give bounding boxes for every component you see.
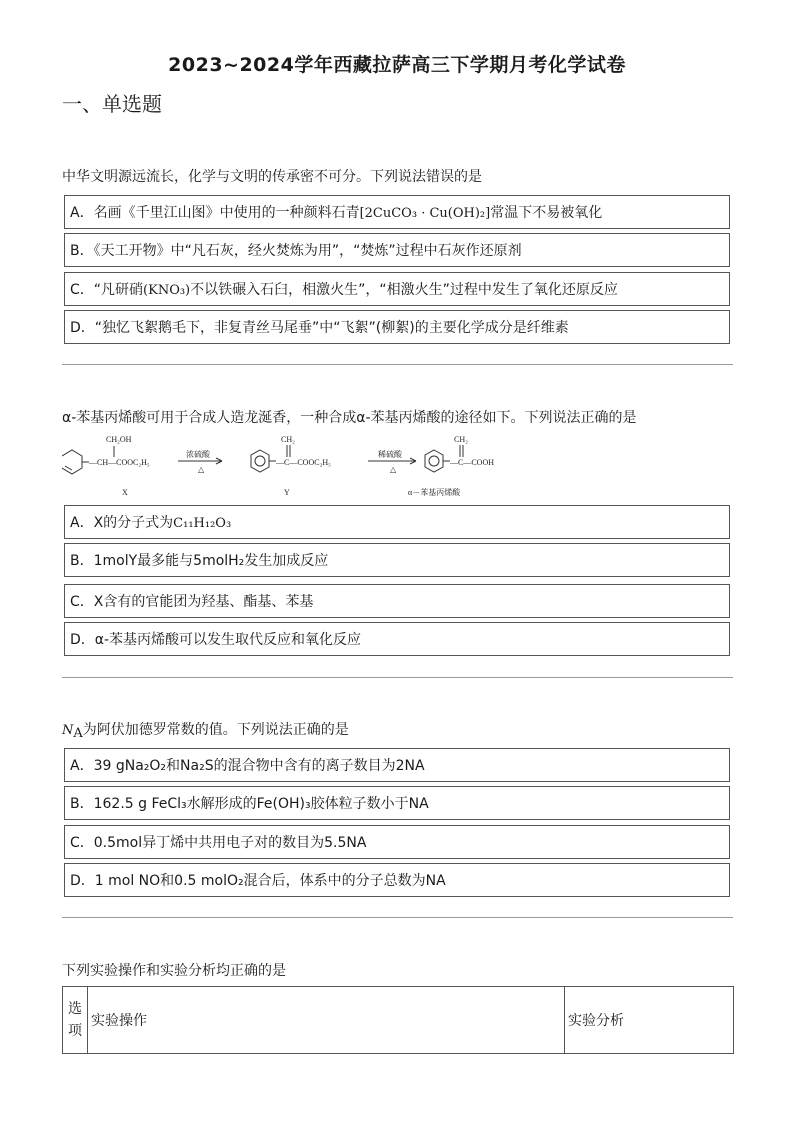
condition-1: △ [198, 465, 205, 474]
option-a-text-end: 常温下不易被氧化 [490, 205, 603, 221]
reagent-2: 稀硫酸 [378, 450, 402, 459]
option-a-text: A．X的分子式为 [70, 515, 174, 531]
x-substituent: CH₂OH [106, 435, 132, 444]
x-chain: —CH—COOC₂H₅ [89, 458, 150, 467]
page-title: 2023~2024学年西藏拉萨高三下学期月考化学试卷 [168, 54, 626, 76]
option-a-formula: [2CuCO₃ · Cu(OH)₂] [359, 206, 491, 221]
label-product: α－苯基丙烯酸 [408, 488, 461, 497]
question-3-option-b[interactable]: B．162.5 g FeCl₃水解形成的Fe(OH)₃胶体粒子数小于NA [64, 786, 730, 820]
option-c-formula: (KNO₃) [143, 283, 191, 298]
question-1-option-c[interactable] [64, 272, 730, 306]
option-a-text: A．名画《千里江山图》中使用的一种颜料石青 [70, 205, 360, 221]
question-3-stem [62, 719, 349, 739]
product-substituent: CH₂ [454, 435, 468, 444]
product-chain: —C—COOH [450, 458, 495, 467]
option-a-formula: C₁₁H₁₂O₃ [173, 516, 232, 531]
question-1-option-b[interactable]: B．《天工开物》中“凡石灰，经火焚炼为用”，“焚炼”过程中石灰作还原剂 [64, 233, 730, 267]
question-1-stem: 中华文明源远流长，化学与文明的传承密不可分。下列说法错误的是 [62, 169, 482, 185]
header-operation: 实验操作 [88, 987, 565, 1054]
reaction-scheme [62, 432, 502, 502]
divider [62, 364, 733, 365]
question-4-stem: 下列实验操作和实验分析均正确的是 [62, 963, 286, 979]
condition-2: △ [390, 465, 397, 474]
divider [62, 917, 733, 918]
question-2-option-d[interactable]: D．α-苯基丙烯酸可以发生取代反应和氧化反应 [64, 622, 730, 656]
section-heading: 一、单选题 [62, 92, 162, 116]
reagent-1: 浓硫酸 [186, 450, 210, 459]
label-y: Y [284, 488, 290, 497]
y-chain: —C—COOC₂H₅ [276, 458, 331, 467]
question-2-option-c[interactable]: C．X含有的官能团为羟基、酯基、苯基 [64, 584, 730, 618]
question-3-option-a[interactable]: A．39 gNa₂O₂和Na₂S的混合物中含有的离子数目为2NA [64, 748, 730, 782]
question-1-option-d[interactable]: D．“独忆飞絮鹅毛下，非复青丝马尾垂”中“飞絮”(柳絮)的主要化学成分是纤维素 [64, 310, 730, 344]
experiment-table [62, 986, 734, 1054]
question-3-option-c[interactable]: C．0.5mol异丁烯中共用电子对的数目为5.5NA [64, 825, 730, 859]
header-analysis: 实验分析 [565, 987, 734, 1054]
question-2-option-a[interactable] [64, 505, 730, 539]
table-header-row [63, 987, 734, 1054]
avogadro-subscript: A [73, 726, 83, 741]
option-c-text-end: 不以铁碾入石臼，相激火生”，“相激火生”过程中发生了氧化还原反应 [190, 282, 618, 298]
divider [62, 677, 733, 678]
question-1-option-a[interactable] [64, 195, 730, 229]
question-3-option-d[interactable]: D．1 mol NO和0.5 molO₂混合后，体系中的分子总数为NA [64, 863, 730, 897]
question-3-stem-text: 为阿伏加德罗常数的值。下列说法正确的是 [82, 722, 349, 738]
avogadro-symbol: N [62, 723, 74, 738]
header-option: 选项 [63, 987, 88, 1054]
question-2-option-b[interactable]: B．1molY最多能与5molH₂发生加成反应 [64, 543, 730, 577]
question-2-stem: α-苯基丙烯酸可用于合成人造龙涎香，一种合成α-苯基丙烯酸的途径如下。下列说法正确的是 [62, 410, 637, 426]
label-x: X [122, 488, 128, 497]
y-substituent: CH₂ [281, 435, 295, 444]
option-c-text: C．“凡研硝 [70, 282, 144, 298]
